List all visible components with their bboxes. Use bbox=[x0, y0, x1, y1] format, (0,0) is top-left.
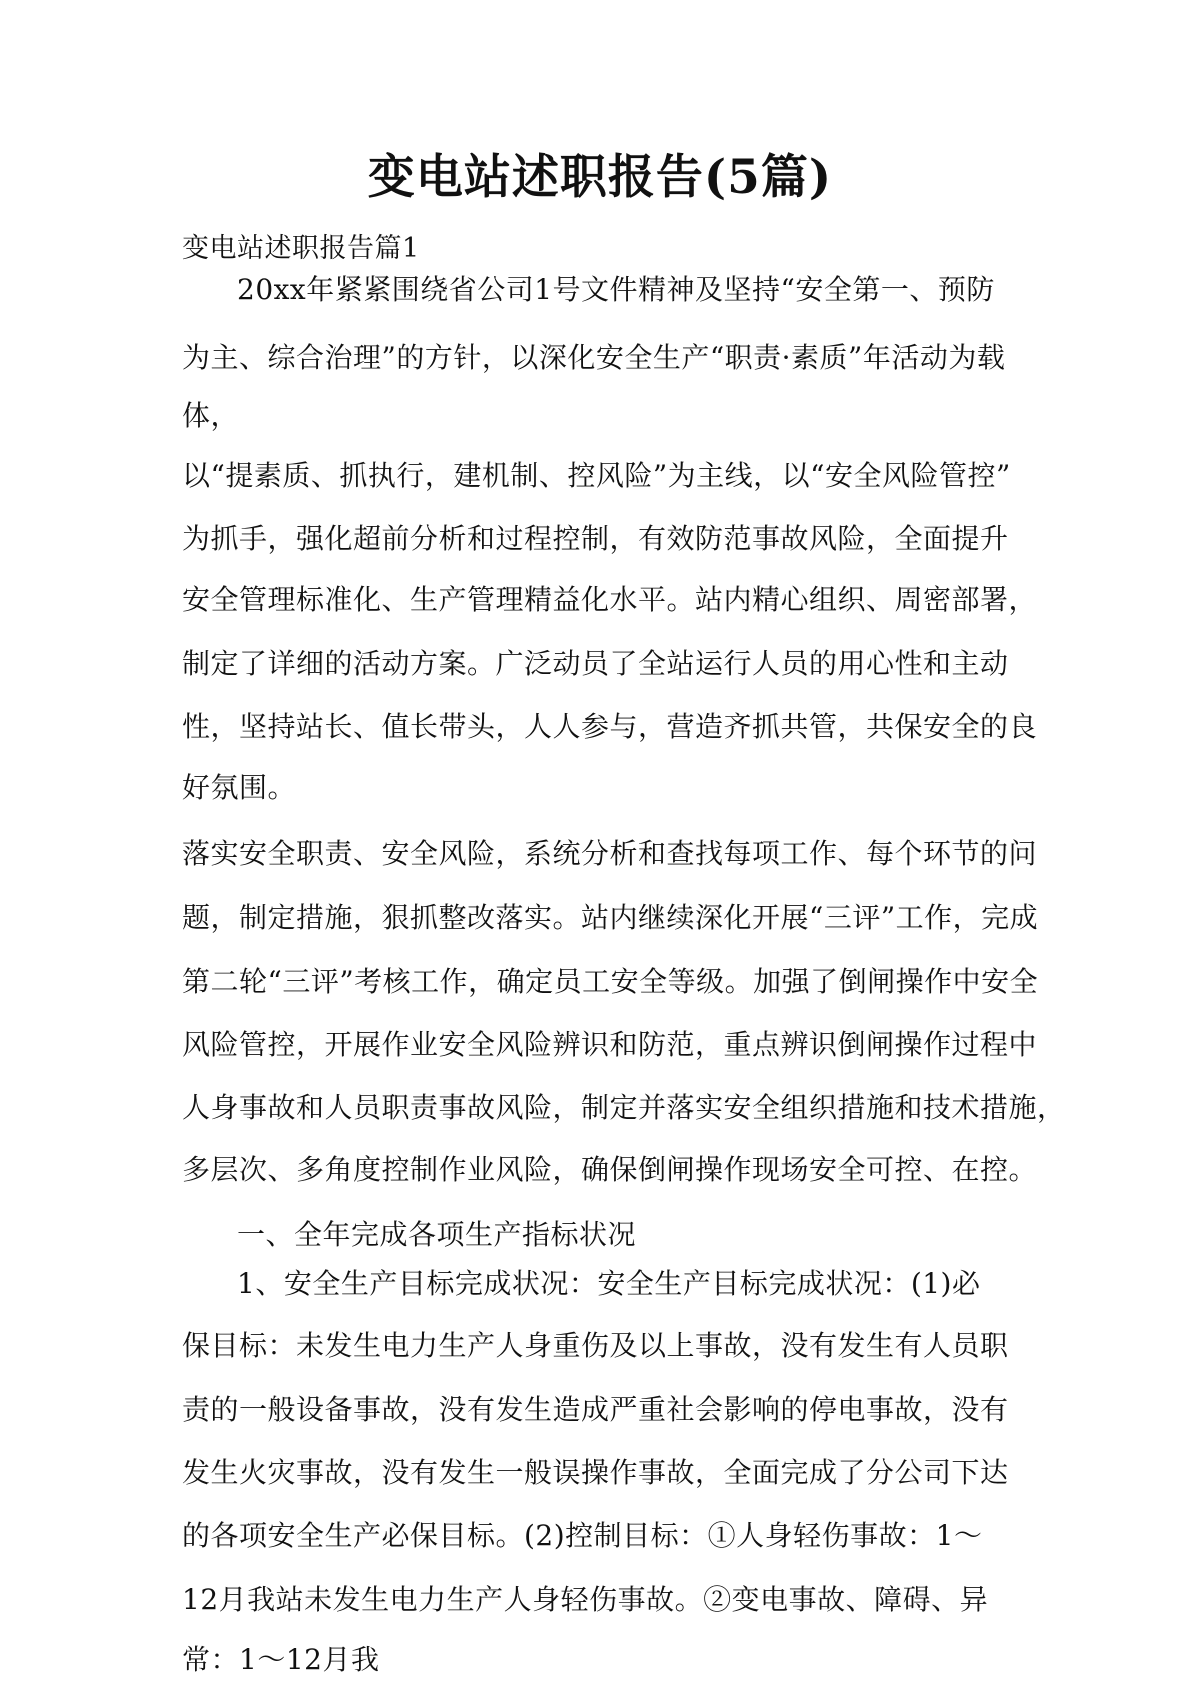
paragraph-line: 保目标：未发生电力生产人身重伤及以上事故，没有发生有人员职 bbox=[182, 1329, 1009, 1362]
document-subtitle: 变电站述职报告篇1 bbox=[182, 233, 420, 264]
paragraph-line: 落实安全职责、安全风险，系统分析和查找每项工作、每个环节的问 bbox=[182, 837, 1038, 870]
paragraph-line: 责的一般设备事故，没有发生造成严重社会影响的停电事故，没有 bbox=[182, 1393, 1009, 1426]
document-title: 变电站述职报告(5篇) bbox=[367, 150, 833, 205]
paragraph-line: 风险管控，开展作业安全风险辨识和防范，重点辨识倒闸操作过程中 bbox=[182, 1028, 1038, 1061]
paragraph-line: 发生火灾事故，没有发生一般误操作事故，全面完成了分公司下达 bbox=[182, 1456, 1009, 1489]
paragraph-line: 人身事故和人员职责事故风险，制定并落实安全组织措施和技术措施， bbox=[182, 1091, 1066, 1124]
paragraph-line: 的各项安全生产必保目标。(2)控制目标：①人身轻伤事故：1～ bbox=[182, 1519, 983, 1552]
paragraph-line: 安全管理标准化、生产管理精益化水平。站内精心组织、周密部署， bbox=[182, 583, 1038, 616]
paragraph-line: 第二轮“三评”考核工作，确定员工安全等级。加强了倒闸操作中安全 bbox=[182, 965, 1039, 998]
paragraph-line: 性，坚持站长、值长带头，人人参与，营造齐抓共管，共保安全的良 bbox=[182, 710, 1038, 743]
paragraph-line: 20xx年紧紧围绕省公司1号文件精神及坚持“安全第一、预防 bbox=[237, 273, 995, 306]
paragraph-line: 好氛围。 bbox=[182, 771, 297, 804]
paragraph-line: 以“提素质、抓执行，建机制、控风险”为主线，以“安全风险管控” bbox=[182, 459, 1011, 492]
paragraph-line: 为抓手，强化超前分析和过程控制，有效防范事故风险，全面提升 bbox=[182, 522, 1009, 555]
paragraph-line: 为主、综合治理”的方针，以深化安全生产“职责·素质”年活动为载 bbox=[182, 341, 1006, 374]
paragraph-line: 12月我站未发生电力生产人身轻伤事故。②变电事故、障碍、异 bbox=[182, 1583, 989, 1616]
paragraph-line: 体， bbox=[182, 399, 240, 432]
section-heading: 一、全年完成各项生产指标状况 bbox=[237, 1218, 637, 1251]
paragraph-line: 题，制定措施，狠抓整改落实。站内继续深化开展“三评”工作，完成 bbox=[182, 901, 1039, 934]
paragraph-line: 多层次、多角度控制作业风险，确保倒闸操作现场安全可控、在控。 bbox=[182, 1153, 1038, 1186]
paragraph-line: 常：1～12月我 bbox=[182, 1643, 380, 1676]
paragraph-line: 1、安全生产目标完成状况：安全生产目标完成状况：(1)必 bbox=[237, 1267, 981, 1300]
paragraph-line: 制定了详细的活动方案。广泛动员了全站运行人员的用心性和主动 bbox=[182, 647, 1009, 680]
